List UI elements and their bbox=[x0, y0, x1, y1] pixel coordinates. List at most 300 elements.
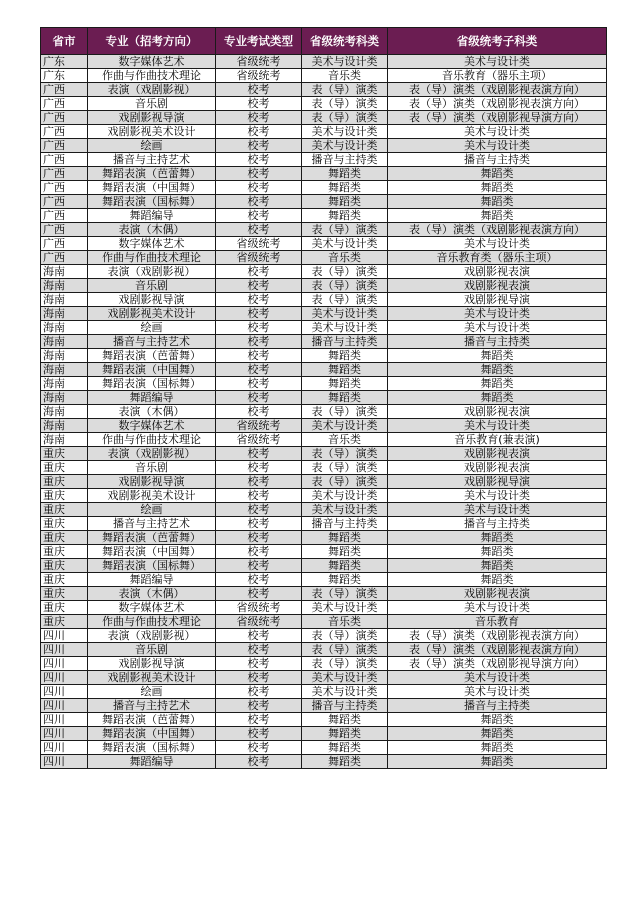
cell-major: 作曲与作曲技术理论 bbox=[88, 251, 216, 265]
cell-exam-type: 校考 bbox=[216, 111, 302, 125]
table-row bbox=[41, 55, 607, 69]
cell-category: 舞蹈类 bbox=[302, 559, 388, 573]
cell-exam-type: 省级统考 bbox=[216, 237, 302, 251]
table-row bbox=[41, 601, 607, 615]
cell-exam-type: 校考 bbox=[216, 545, 302, 559]
cell-category: 舞蹈类 bbox=[302, 377, 388, 391]
cell-subcategory: 舞蹈类 bbox=[388, 713, 607, 727]
cell-province: 海南 bbox=[41, 321, 88, 335]
cell-subcategory: 舞蹈类 bbox=[388, 727, 607, 741]
table-header-row bbox=[41, 28, 607, 55]
cell-major: 作曲与作曲技术理论 bbox=[88, 615, 216, 629]
header-subcategory: 省级统考子科类 bbox=[388, 28, 607, 55]
cell-exam-type: 校考 bbox=[216, 195, 302, 209]
cell-province: 海南 bbox=[41, 419, 88, 433]
cell-major: 舞蹈表演（中国舞） bbox=[88, 727, 216, 741]
table-row bbox=[41, 349, 607, 363]
cell-exam-type: 省级统考 bbox=[216, 433, 302, 447]
cell-exam-type: 校考 bbox=[216, 223, 302, 237]
cell-category: 表（导）演类 bbox=[302, 265, 388, 279]
cell-exam-type: 校考 bbox=[216, 531, 302, 545]
cell-subcategory: 美术与设计类 bbox=[388, 419, 607, 433]
table-row bbox=[41, 531, 607, 545]
cell-major: 戏剧影视导演 bbox=[88, 293, 216, 307]
cell-subcategory: 舞蹈类 bbox=[388, 209, 607, 223]
cell-province: 重庆 bbox=[41, 545, 88, 559]
cell-province: 海南 bbox=[41, 377, 88, 391]
header-province: 省市 bbox=[41, 28, 88, 55]
cell-major: 舞蹈表演（中国舞） bbox=[88, 181, 216, 195]
cell-exam-type: 校考 bbox=[216, 349, 302, 363]
cell-category: 美术与设计类 bbox=[302, 237, 388, 251]
cell-subcategory: 戏剧影视表演 bbox=[388, 405, 607, 419]
cell-major: 舞蹈表演（芭蕾舞） bbox=[88, 167, 216, 181]
table-row bbox=[41, 713, 607, 727]
cell-province: 重庆 bbox=[41, 531, 88, 545]
table-row bbox=[41, 699, 607, 713]
cell-exam-type: 校考 bbox=[216, 475, 302, 489]
cell-province: 广西 bbox=[41, 251, 88, 265]
cell-major: 表演（戏剧影视） bbox=[88, 83, 216, 97]
cell-exam-type: 校考 bbox=[216, 181, 302, 195]
cell-subcategory: 美术与设计类 bbox=[388, 237, 607, 251]
cell-category: 音乐类 bbox=[302, 615, 388, 629]
cell-major: 播音与主持艺术 bbox=[88, 335, 216, 349]
cell-province: 广东 bbox=[41, 55, 88, 69]
cell-province: 四川 bbox=[41, 643, 88, 657]
table-row bbox=[41, 181, 607, 195]
table-row bbox=[41, 69, 607, 83]
cell-major: 数字媒体艺术 bbox=[88, 55, 216, 69]
cell-subcategory: 舞蹈类 bbox=[388, 755, 607, 769]
cell-major: 表演（戏剧影视） bbox=[88, 447, 216, 461]
cell-category: 表（导）演类 bbox=[302, 475, 388, 489]
cell-province: 重庆 bbox=[41, 573, 88, 587]
cell-category: 表（导）演类 bbox=[302, 657, 388, 671]
cell-province: 广西 bbox=[41, 125, 88, 139]
table-row bbox=[41, 629, 607, 643]
cell-major: 绘画 bbox=[88, 503, 216, 517]
cell-exam-type: 校考 bbox=[216, 461, 302, 475]
cell-exam-type: 校考 bbox=[216, 97, 302, 111]
table-row bbox=[41, 251, 607, 265]
table-row bbox=[41, 391, 607, 405]
cell-category: 舞蹈类 bbox=[302, 727, 388, 741]
cell-exam-type: 校考 bbox=[216, 447, 302, 461]
cell-province: 海南 bbox=[41, 405, 88, 419]
cell-subcategory: 美术与设计类 bbox=[388, 601, 607, 615]
cell-province: 广西 bbox=[41, 153, 88, 167]
cell-subcategory: 美术与设计类 bbox=[388, 55, 607, 69]
cell-category: 音乐类 bbox=[302, 251, 388, 265]
cell-major: 作曲与作曲技术理论 bbox=[88, 69, 216, 83]
cell-exam-type: 校考 bbox=[216, 363, 302, 377]
table-row bbox=[41, 363, 607, 377]
cell-category: 美术与设计类 bbox=[302, 671, 388, 685]
table-row bbox=[41, 657, 607, 671]
cell-province: 广东 bbox=[41, 69, 88, 83]
cell-major: 绘画 bbox=[88, 321, 216, 335]
cell-exam-type: 校考 bbox=[216, 685, 302, 699]
cell-exam-type: 校考 bbox=[216, 377, 302, 391]
cell-major: 舞蹈表演（国标舞） bbox=[88, 377, 216, 391]
cell-major: 表演（木偶） bbox=[88, 405, 216, 419]
cell-major: 音乐剧 bbox=[88, 461, 216, 475]
cell-major: 舞蹈表演（芭蕾舞） bbox=[88, 531, 216, 545]
cell-major: 舞蹈编导 bbox=[88, 755, 216, 769]
cell-subcategory: 音乐教育(兼表演) bbox=[388, 433, 607, 447]
cell-major: 戏剧影视导演 bbox=[88, 475, 216, 489]
cell-category: 舞蹈类 bbox=[302, 755, 388, 769]
cell-major: 数字媒体艺术 bbox=[88, 419, 216, 433]
cell-major: 舞蹈编导 bbox=[88, 391, 216, 405]
cell-exam-type: 校考 bbox=[216, 587, 302, 601]
cell-category: 表（导）演类 bbox=[302, 97, 388, 111]
cell-province: 重庆 bbox=[41, 461, 88, 475]
cell-category: 舞蹈类 bbox=[302, 391, 388, 405]
cell-province: 重庆 bbox=[41, 559, 88, 573]
cell-category: 美术与设计类 bbox=[302, 503, 388, 517]
cell-major: 舞蹈表演（国标舞） bbox=[88, 741, 216, 755]
cell-subcategory: 表（导）演类（戏剧影视导演方向） bbox=[388, 657, 607, 671]
table-row bbox=[41, 727, 607, 741]
cell-subcategory: 播音与主持类 bbox=[388, 517, 607, 531]
cell-subcategory: 戏剧影视表演 bbox=[388, 587, 607, 601]
cell-exam-type: 校考 bbox=[216, 293, 302, 307]
cell-province: 四川 bbox=[41, 671, 88, 685]
cell-province: 海南 bbox=[41, 265, 88, 279]
cell-major: 舞蹈表演（中国舞） bbox=[88, 363, 216, 377]
cell-category: 舞蹈类 bbox=[302, 209, 388, 223]
table-row bbox=[41, 265, 607, 279]
cell-category: 舞蹈类 bbox=[302, 349, 388, 363]
table-row bbox=[41, 475, 607, 489]
cell-category: 美术与设计类 bbox=[302, 685, 388, 699]
cell-exam-type: 校考 bbox=[216, 321, 302, 335]
cell-exam-type: 校考 bbox=[216, 83, 302, 97]
table-row bbox=[41, 643, 607, 657]
cell-subcategory: 表（导）演类（戏剧影视表演方向） bbox=[388, 223, 607, 237]
cell-major: 戏剧影视美术设计 bbox=[88, 489, 216, 503]
cell-category: 舞蹈类 bbox=[302, 573, 388, 587]
cell-exam-type: 校考 bbox=[216, 125, 302, 139]
cell-major: 戏剧影视美术设计 bbox=[88, 671, 216, 685]
cell-category: 表（导）演类 bbox=[302, 587, 388, 601]
cell-major: 表演（木偶） bbox=[88, 223, 216, 237]
cell-province: 广西 bbox=[41, 97, 88, 111]
cell-exam-type: 校考 bbox=[216, 573, 302, 587]
cell-province: 海南 bbox=[41, 293, 88, 307]
cell-category: 舞蹈类 bbox=[302, 181, 388, 195]
cell-subcategory: 戏剧影视表演 bbox=[388, 279, 607, 293]
cell-exam-type: 校考 bbox=[216, 713, 302, 727]
cell-province: 广西 bbox=[41, 209, 88, 223]
cell-exam-type: 省级统考 bbox=[216, 69, 302, 83]
admissions-table bbox=[40, 27, 607, 769]
table-row bbox=[41, 83, 607, 97]
cell-category: 表（导）演类 bbox=[302, 461, 388, 475]
cell-category: 美术与设计类 bbox=[302, 601, 388, 615]
table-row bbox=[41, 559, 607, 573]
cell-exam-type: 校考 bbox=[216, 391, 302, 405]
cell-province: 海南 bbox=[41, 349, 88, 363]
header-category: 省级统考科类 bbox=[302, 28, 388, 55]
table-row bbox=[41, 97, 607, 111]
cell-exam-type: 校考 bbox=[216, 671, 302, 685]
cell-subcategory: 舞蹈类 bbox=[388, 167, 607, 181]
cell-major: 舞蹈编导 bbox=[88, 209, 216, 223]
cell-category: 舞蹈类 bbox=[302, 545, 388, 559]
cell-province: 广西 bbox=[41, 83, 88, 97]
cell-exam-type: 省级统考 bbox=[216, 615, 302, 629]
table-row bbox=[41, 545, 607, 559]
table-row bbox=[41, 503, 607, 517]
table-row bbox=[41, 209, 607, 223]
cell-category: 表（导）演类 bbox=[302, 293, 388, 307]
table-row bbox=[41, 237, 607, 251]
cell-subcategory: 舞蹈类 bbox=[388, 559, 607, 573]
cell-major: 舞蹈表演（国标舞） bbox=[88, 195, 216, 209]
cell-exam-type: 省级统考 bbox=[216, 55, 302, 69]
cell-subcategory: 舞蹈类 bbox=[388, 531, 607, 545]
cell-province: 广西 bbox=[41, 195, 88, 209]
cell-subcategory: 舞蹈类 bbox=[388, 545, 607, 559]
cell-major: 表演（木偶） bbox=[88, 587, 216, 601]
cell-major: 戏剧影视美术设计 bbox=[88, 125, 216, 139]
cell-category: 舞蹈类 bbox=[302, 713, 388, 727]
table-row bbox=[41, 195, 607, 209]
cell-subcategory: 音乐教育（器乐主项） bbox=[388, 69, 607, 83]
table-row bbox=[41, 615, 607, 629]
cell-exam-type: 校考 bbox=[216, 657, 302, 671]
cell-exam-type: 校考 bbox=[216, 741, 302, 755]
cell-subcategory: 舞蹈类 bbox=[388, 573, 607, 587]
cell-province: 重庆 bbox=[41, 503, 88, 517]
cell-subcategory: 表（导）演类（戏剧影视表演方向） bbox=[388, 643, 607, 657]
cell-province: 海南 bbox=[41, 391, 88, 405]
cell-subcategory: 舞蹈类 bbox=[388, 195, 607, 209]
cell-major: 数字媒体艺术 bbox=[88, 601, 216, 615]
table-row bbox=[41, 433, 607, 447]
cell-category: 表（导）演类 bbox=[302, 447, 388, 461]
cell-exam-type: 校考 bbox=[216, 629, 302, 643]
cell-category: 美术与设计类 bbox=[302, 321, 388, 335]
cell-province: 广西 bbox=[41, 237, 88, 251]
table-row bbox=[41, 587, 607, 601]
cell-subcategory: 表（导）演类（戏剧影视表演方向） bbox=[388, 629, 607, 643]
cell-exam-type: 校考 bbox=[216, 699, 302, 713]
cell-major: 戏剧影视导演 bbox=[88, 657, 216, 671]
cell-category: 美术与设计类 bbox=[302, 489, 388, 503]
table-row bbox=[41, 335, 607, 349]
cell-province: 四川 bbox=[41, 699, 88, 713]
cell-category: 表（导）演类 bbox=[302, 279, 388, 293]
cell-province: 海南 bbox=[41, 363, 88, 377]
cell-major: 音乐剧 bbox=[88, 279, 216, 293]
cell-exam-type: 校考 bbox=[216, 517, 302, 531]
cell-exam-type: 校考 bbox=[216, 139, 302, 153]
table-row bbox=[41, 405, 607, 419]
cell-major: 戏剧影视导演 bbox=[88, 111, 216, 125]
cell-province: 重庆 bbox=[41, 489, 88, 503]
cell-province: 广西 bbox=[41, 181, 88, 195]
cell-major: 戏剧影视美术设计 bbox=[88, 307, 216, 321]
cell-province: 海南 bbox=[41, 279, 88, 293]
cell-subcategory: 表（导）演类（戏剧影视表演方向） bbox=[388, 97, 607, 111]
cell-subcategory: 美术与设计类 bbox=[388, 321, 607, 335]
cell-major: 播音与主持艺术 bbox=[88, 517, 216, 531]
cell-major: 作曲与作曲技术理论 bbox=[88, 433, 216, 447]
cell-category: 表（导）演类 bbox=[302, 405, 388, 419]
cell-exam-type: 校考 bbox=[216, 167, 302, 181]
cell-category: 舞蹈类 bbox=[302, 531, 388, 545]
cell-major: 表演（戏剧影视） bbox=[88, 629, 216, 643]
cell-exam-type: 校考 bbox=[216, 559, 302, 573]
cell-exam-type: 校考 bbox=[216, 727, 302, 741]
cell-category: 舞蹈类 bbox=[302, 363, 388, 377]
cell-province: 四川 bbox=[41, 741, 88, 755]
cell-category: 音乐类 bbox=[302, 69, 388, 83]
cell-major: 舞蹈表演（国标舞） bbox=[88, 559, 216, 573]
cell-major: 播音与主持艺术 bbox=[88, 153, 216, 167]
cell-subcategory: 美术与设计类 bbox=[388, 489, 607, 503]
table-row bbox=[41, 741, 607, 755]
cell-province: 海南 bbox=[41, 433, 88, 447]
cell-province: 四川 bbox=[41, 727, 88, 741]
cell-subcategory: 播音与主持类 bbox=[388, 335, 607, 349]
table-row bbox=[41, 153, 607, 167]
cell-category: 舞蹈类 bbox=[302, 741, 388, 755]
cell-province: 广西 bbox=[41, 111, 88, 125]
table-row bbox=[41, 377, 607, 391]
cell-category: 美术与设计类 bbox=[302, 139, 388, 153]
cell-category: 舞蹈类 bbox=[302, 195, 388, 209]
cell-category: 表（导）演类 bbox=[302, 629, 388, 643]
cell-province: 重庆 bbox=[41, 517, 88, 531]
table-row bbox=[41, 517, 607, 531]
cell-category: 播音与主持类 bbox=[302, 517, 388, 531]
cell-subcategory: 表（导）演类（戏剧影视表演方向） bbox=[388, 83, 607, 97]
cell-category: 播音与主持类 bbox=[302, 699, 388, 713]
cell-province: 重庆 bbox=[41, 475, 88, 489]
header-major: 专业（招考方向） bbox=[88, 28, 216, 55]
table-row bbox=[41, 489, 607, 503]
cell-subcategory: 舞蹈类 bbox=[388, 377, 607, 391]
table-body bbox=[41, 55, 607, 769]
table-row bbox=[41, 573, 607, 587]
cell-subcategory: 表（导）演类（戏剧影视导演方向） bbox=[388, 111, 607, 125]
table-row bbox=[41, 111, 607, 125]
cell-exam-type: 校考 bbox=[216, 755, 302, 769]
cell-subcategory: 戏剧影视导演 bbox=[388, 475, 607, 489]
cell-subcategory: 美术与设计类 bbox=[388, 685, 607, 699]
table-row bbox=[41, 447, 607, 461]
table-row bbox=[41, 167, 607, 181]
cell-category: 美术与设计类 bbox=[302, 307, 388, 321]
cell-category: 舞蹈类 bbox=[302, 167, 388, 181]
cell-province: 四川 bbox=[41, 657, 88, 671]
cell-province: 广西 bbox=[41, 167, 88, 181]
cell-province: 重庆 bbox=[41, 615, 88, 629]
cell-province: 广西 bbox=[41, 223, 88, 237]
cell-major: 音乐剧 bbox=[88, 97, 216, 111]
cell-category: 美术与设计类 bbox=[302, 419, 388, 433]
cell-province: 海南 bbox=[41, 307, 88, 321]
cell-exam-type: 校考 bbox=[216, 279, 302, 293]
cell-province: 四川 bbox=[41, 629, 88, 643]
cell-province: 四川 bbox=[41, 755, 88, 769]
cell-subcategory: 戏剧影视导演 bbox=[388, 293, 607, 307]
table-row bbox=[41, 321, 607, 335]
cell-exam-type: 校考 bbox=[216, 335, 302, 349]
table-row bbox=[41, 419, 607, 433]
cell-subcategory: 美术与设计类 bbox=[388, 307, 607, 321]
cell-subcategory: 戏剧影视表演 bbox=[388, 265, 607, 279]
table-row bbox=[41, 139, 607, 153]
cell-subcategory: 美术与设计类 bbox=[388, 503, 607, 517]
cell-category: 美术与设计类 bbox=[302, 125, 388, 139]
cell-major: 表演（戏剧影视） bbox=[88, 265, 216, 279]
cell-exam-type: 校考 bbox=[216, 209, 302, 223]
cell-category: 美术与设计类 bbox=[302, 55, 388, 69]
cell-category: 表（导）演类 bbox=[302, 83, 388, 97]
cell-exam-type: 校考 bbox=[216, 643, 302, 657]
cell-subcategory: 舞蹈类 bbox=[388, 349, 607, 363]
cell-exam-type: 省级统考 bbox=[216, 251, 302, 265]
cell-category: 表（导）演类 bbox=[302, 223, 388, 237]
table-row bbox=[41, 685, 607, 699]
cell-subcategory: 播音与主持类 bbox=[388, 699, 607, 713]
cell-category: 播音与主持类 bbox=[302, 153, 388, 167]
cell-exam-type: 校考 bbox=[216, 307, 302, 321]
cell-major: 数字媒体艺术 bbox=[88, 237, 216, 251]
cell-province: 重庆 bbox=[41, 587, 88, 601]
cell-exam-type: 校考 bbox=[216, 405, 302, 419]
cell-subcategory: 舞蹈类 bbox=[388, 741, 607, 755]
cell-major: 绘画 bbox=[88, 685, 216, 699]
cell-major: 舞蹈编导 bbox=[88, 573, 216, 587]
cell-subcategory: 戏剧影视表演 bbox=[388, 461, 607, 475]
cell-major: 播音与主持艺术 bbox=[88, 699, 216, 713]
cell-category: 音乐类 bbox=[302, 433, 388, 447]
table-row bbox=[41, 755, 607, 769]
cell-subcategory: 舞蹈类 bbox=[388, 181, 607, 195]
cell-major: 舞蹈表演（芭蕾舞） bbox=[88, 349, 216, 363]
cell-subcategory: 播音与主持类 bbox=[388, 153, 607, 167]
table-row bbox=[41, 125, 607, 139]
cell-major: 舞蹈表演（中国舞） bbox=[88, 545, 216, 559]
cell-exam-type: 校考 bbox=[216, 153, 302, 167]
cell-subcategory: 舞蹈类 bbox=[388, 363, 607, 377]
cell-major: 舞蹈表演（芭蕾舞） bbox=[88, 713, 216, 727]
cell-major: 音乐剧 bbox=[88, 643, 216, 657]
cell-subcategory: 音乐教育类（器乐主项） bbox=[388, 251, 607, 265]
cell-province: 广西 bbox=[41, 139, 88, 153]
cell-province: 四川 bbox=[41, 713, 88, 727]
table-row bbox=[41, 279, 607, 293]
cell-province: 重庆 bbox=[41, 601, 88, 615]
header-exam-type: 专业考试类型 bbox=[216, 28, 302, 55]
cell-subcategory: 美术与设计类 bbox=[388, 139, 607, 153]
cell-province: 海南 bbox=[41, 335, 88, 349]
cell-province: 重庆 bbox=[41, 447, 88, 461]
table-row bbox=[41, 671, 607, 685]
cell-subcategory: 戏剧影视表演 bbox=[388, 447, 607, 461]
cell-major: 绘画 bbox=[88, 139, 216, 153]
cell-exam-type: 省级统考 bbox=[216, 419, 302, 433]
cell-category: 播音与主持类 bbox=[302, 335, 388, 349]
cell-exam-type: 校考 bbox=[216, 503, 302, 517]
